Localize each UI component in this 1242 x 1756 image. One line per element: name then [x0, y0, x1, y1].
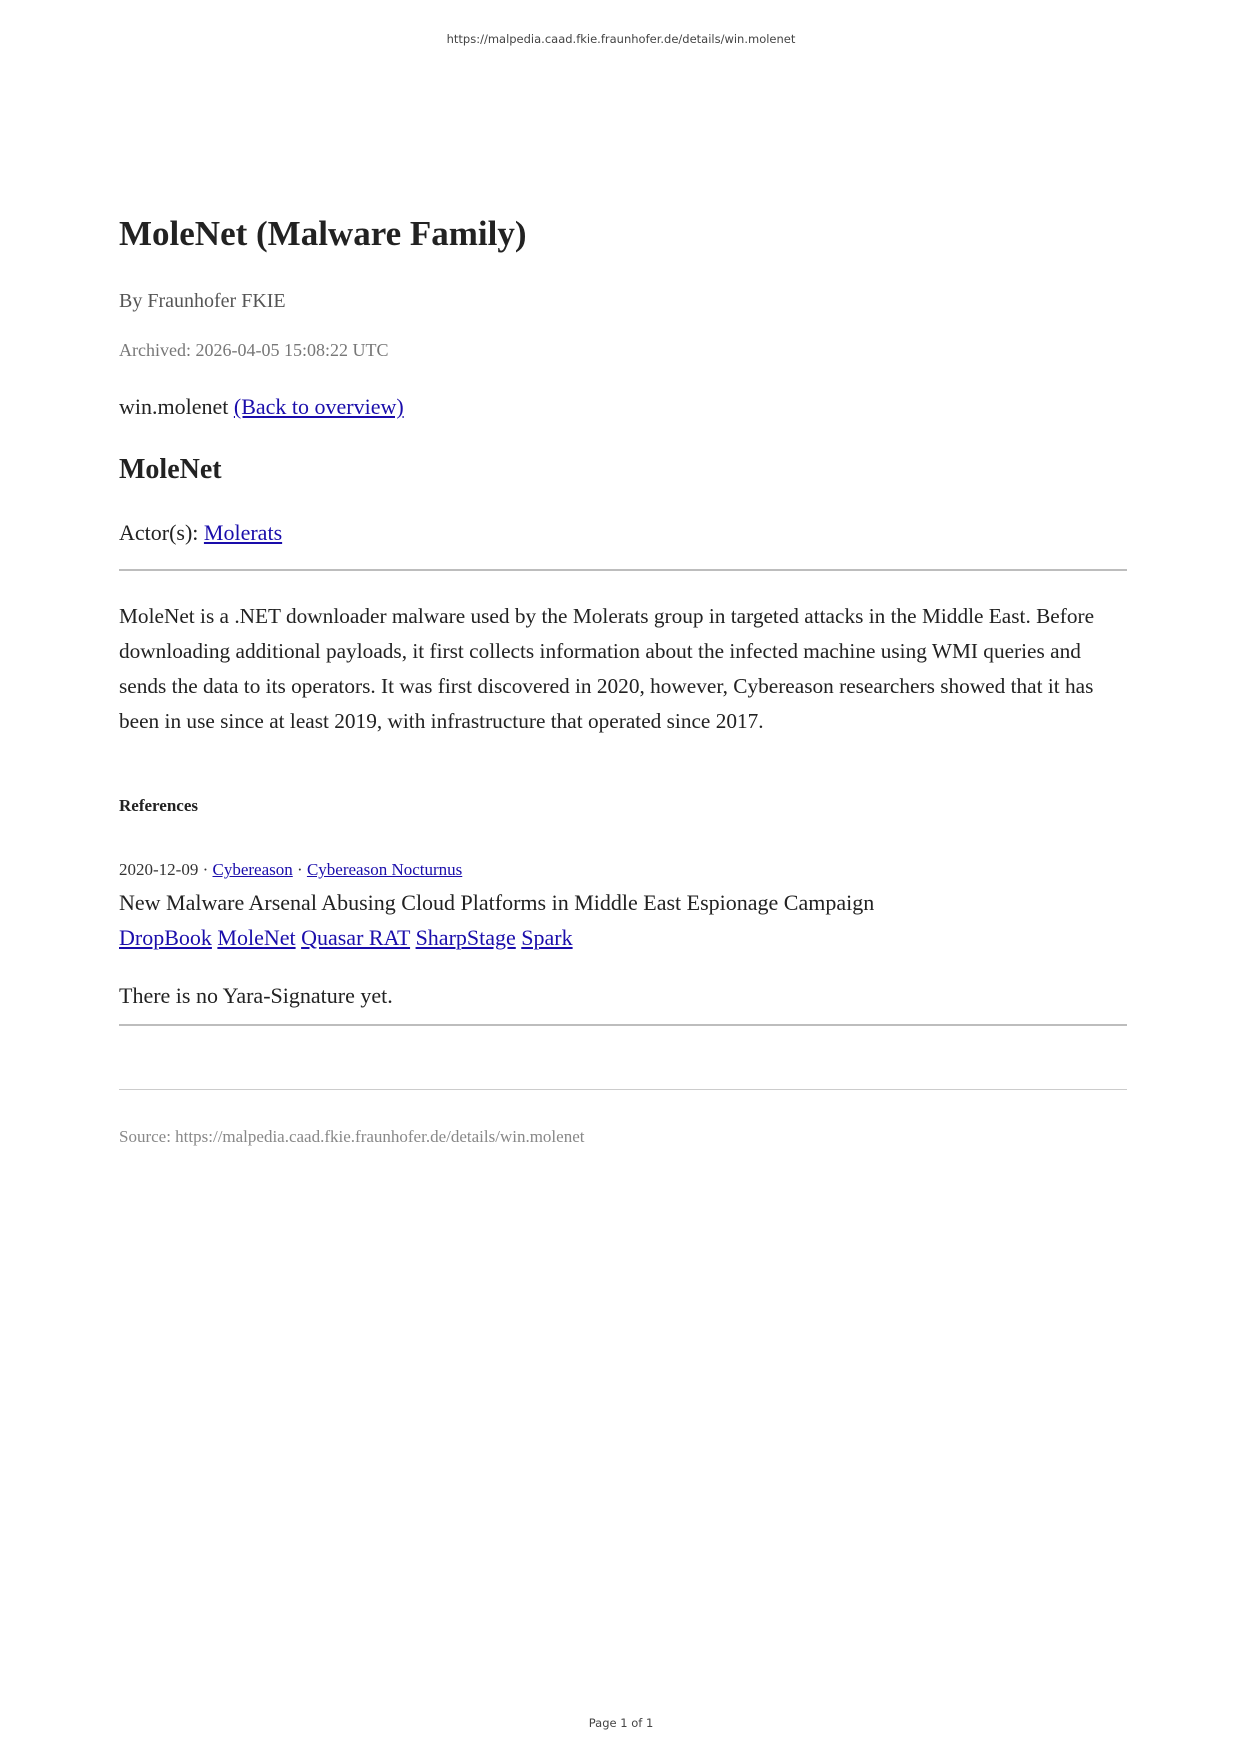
actors-label: Actor(s):: [119, 520, 199, 545]
family-link-molenet[interactable]: MoleNet: [217, 925, 296, 950]
family-link-dropbook[interactable]: DropBook: [119, 925, 212, 950]
archived-timestamp: Archived: 2026-04-05 15:08:22 UTC: [119, 340, 389, 360]
divider-bottom: [119, 1024, 1127, 1026]
reference-separator: ·: [297, 860, 303, 879]
actors-line: [119, 520, 282, 546]
back-to-overview-link[interactable]: (Back to overview): [233, 394, 404, 419]
reference-family-links: [119, 925, 573, 951]
actor-link-molerats[interactable]: Molerats: [203, 520, 283, 545]
page-number: Page 1 of 1: [588, 1716, 654, 1730]
reference-date: 2020-12-09: [119, 860, 199, 879]
byline: By Fraunhofer FKIE: [119, 290, 286, 312]
divider-source: [119, 1089, 1127, 1090]
family-link-quasar-rat[interactable]: Quasar RAT: [301, 925, 411, 950]
reference-meta: [119, 860, 462, 880]
description-paragraph: MoleNet is a .NET downloader malware used by the Molerats group in targeted attacks in the Middle East. Before downloading additional payloads, it first collects information about the infected machine using WMI queries and sends the data to its operators. It was first discovered in 2020, however, Cybereason researchers showed that it has been in use since at least 2019, with infrastructure that operated since 2017.: [119, 604, 1095, 733]
identifier-line: [119, 394, 404, 420]
malware-identifier: win.molenet: [119, 394, 229, 419]
family-link-sharpstage[interactable]: SharpStage: [415, 925, 516, 950]
divider-top: [119, 569, 1127, 571]
references-heading: References: [119, 796, 198, 815]
print-header-url: https://malpedia.caad.fkie.fraunhofer.de/details/win.molenet: [446, 32, 796, 46]
source-url: Source: https://malpedia.caad.fkie.fraunhofer.de/details/win.molenet: [119, 1127, 585, 1146]
reference-organization-link[interactable]: Cybereason: [212, 860, 293, 879]
family-link-spark[interactable]: Spark: [521, 925, 573, 950]
reference-separator: ·: [202, 860, 209, 879]
reference-title: New Malware Arsenal Abusing Cloud Platforms in Middle East Espionage Campaign: [119, 890, 875, 915]
yara-status: There is no Yara-Signature yet.: [119, 983, 393, 1008]
reference-author-link[interactable]: Cybereason Nocturnus: [306, 860, 463, 879]
page-title: MoleNet (Malware Family): [119, 214, 527, 253]
section-title: MoleNet: [119, 454, 222, 485]
